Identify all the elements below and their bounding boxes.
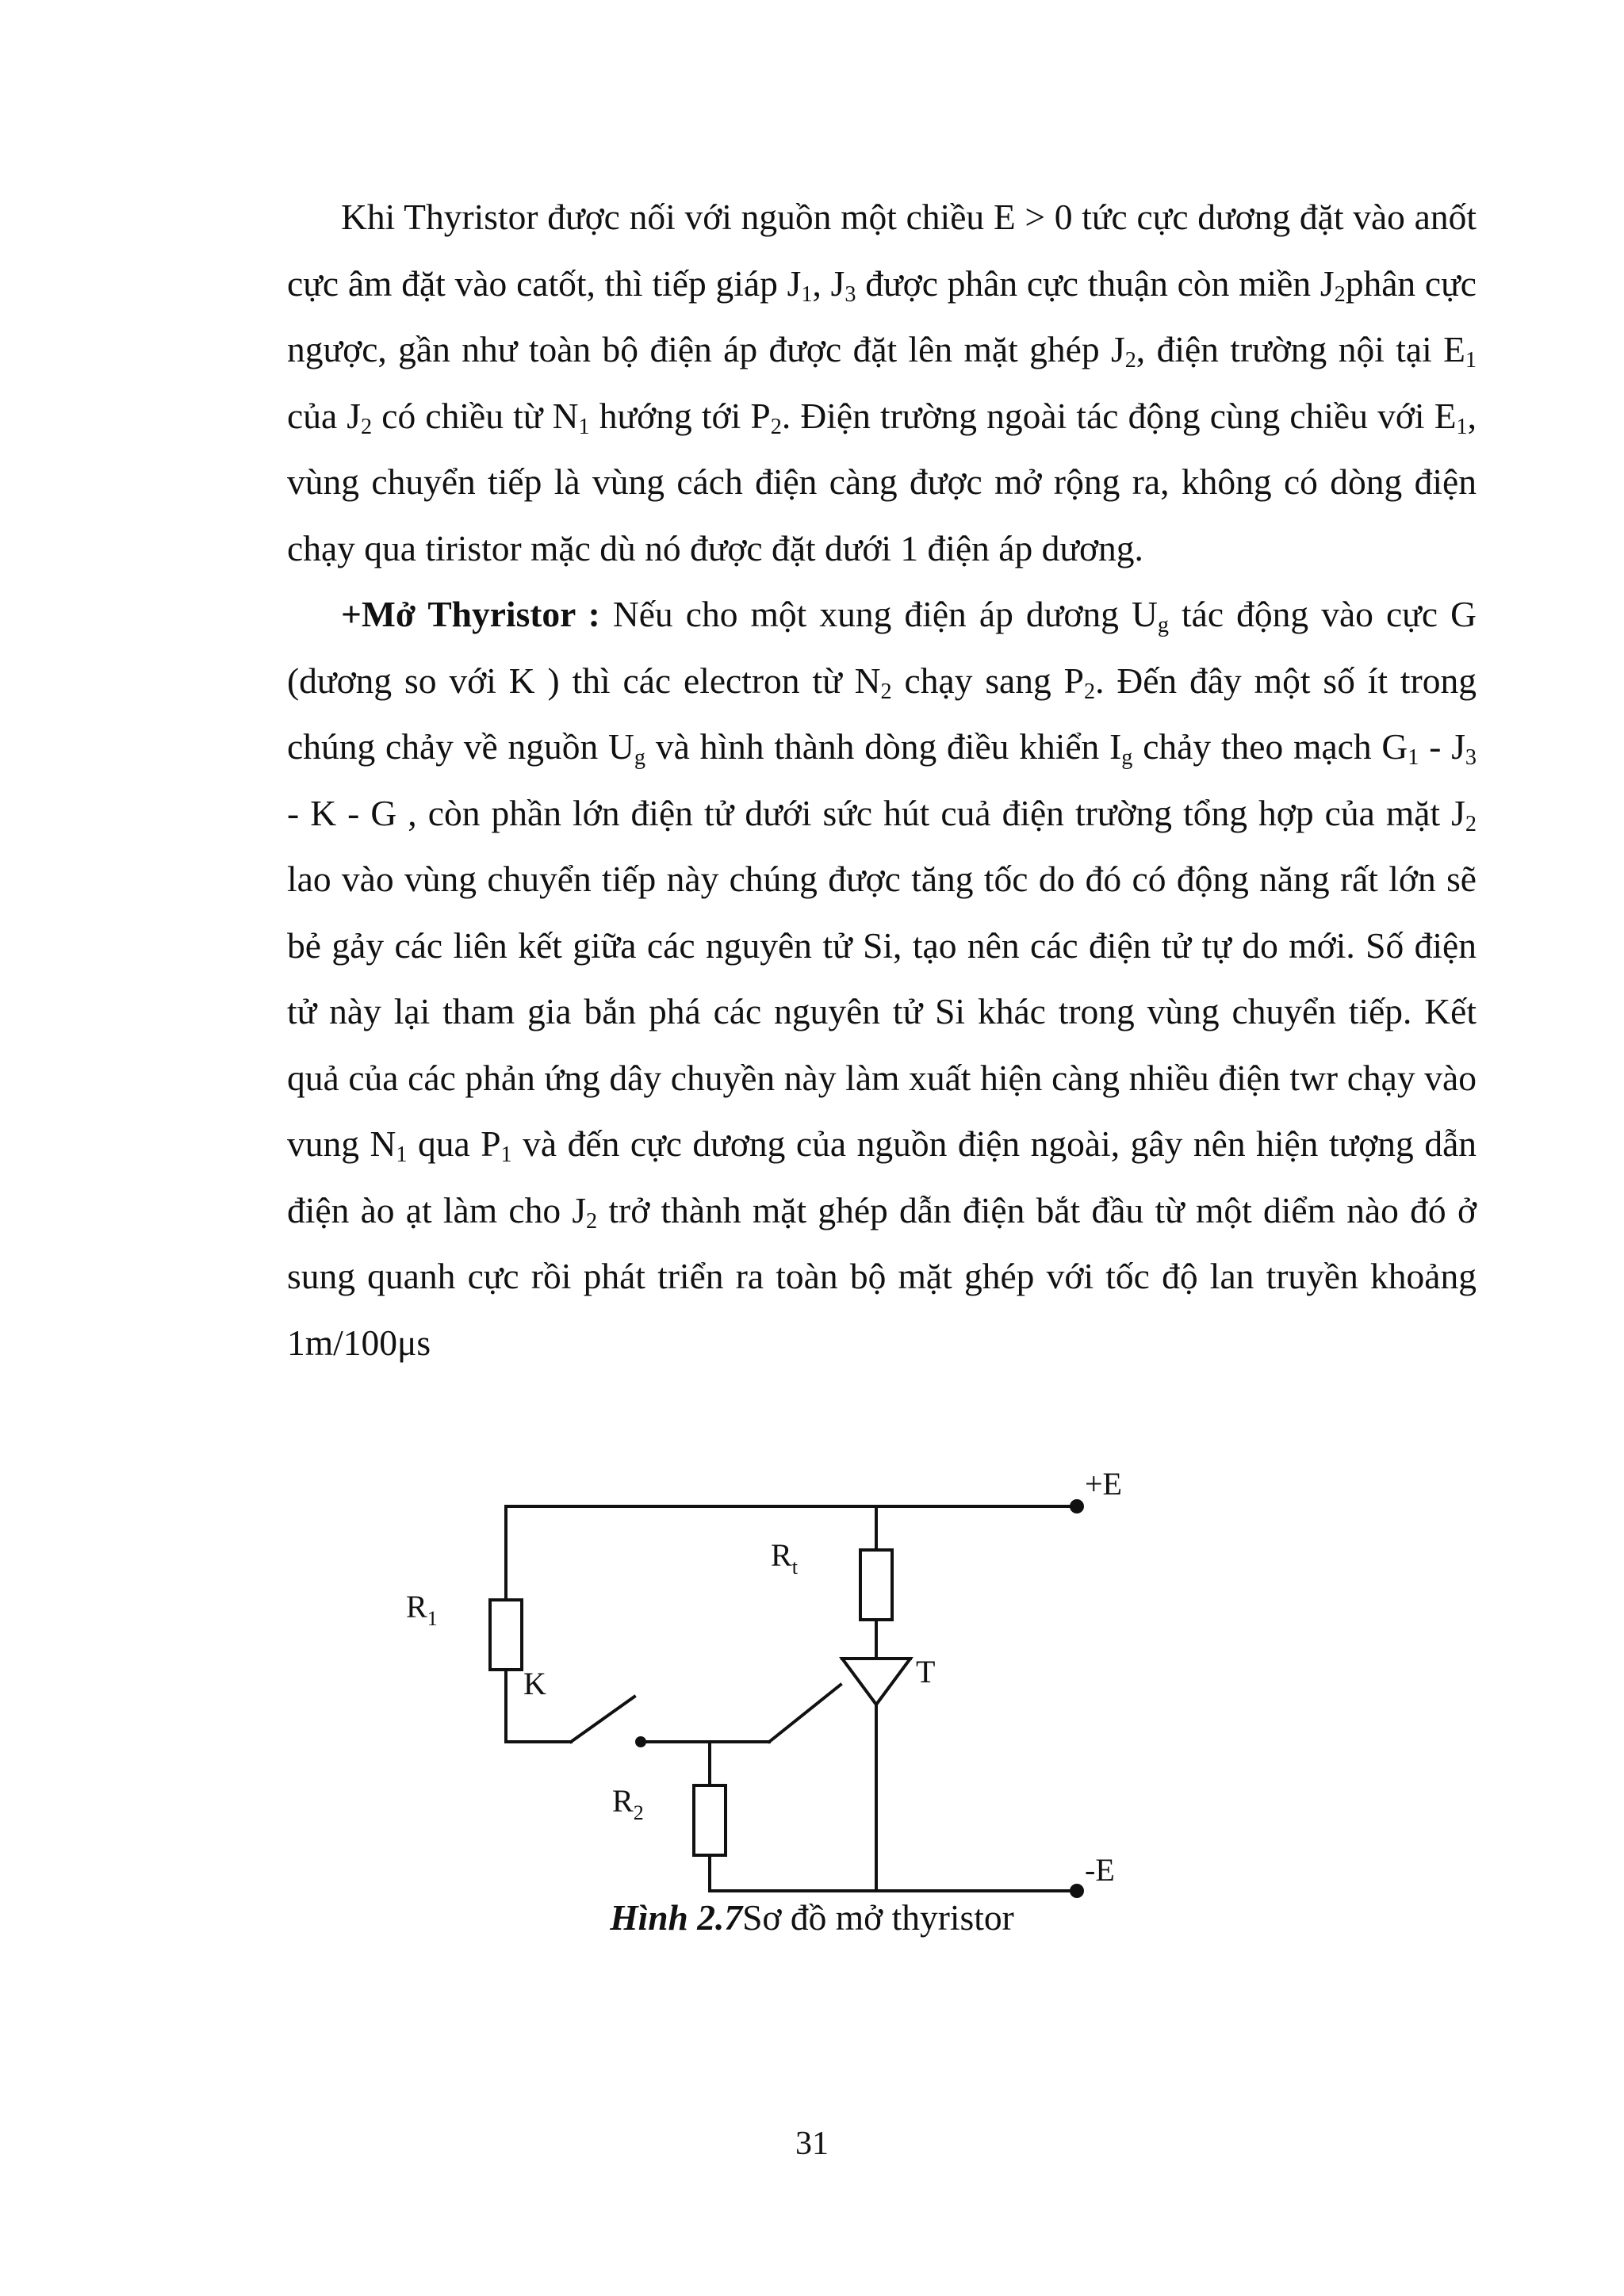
label-positive-e: +E <box>1085 1466 1122 1502</box>
section-heading: +Mở Thyristor : <box>341 594 600 634</box>
paragraph-thyristor-turn-on: +Mở Thyristor : Nếu cho một xung điện áp dương $U_g$ tác động vào cực G (dương so với K ) thì các electron từ $N_2$ chạy sang $P_2$. Đến đây một số ít trong chúng chảy về nguồn $U_g$ và hình thành dòng điều khiển $I_g$ chảy theo mạch $G_1 - J_3$ - K - G , còn phần lớn điện tử dưới sức hút cuả điện trường tổng hợp của mặt $J_2$ lao vào vùng chuyển tiếp này chúng được tăng tốc do đó có động năng rất lớn sẽ bẻ gảy các liên kết giữa các nguyên tử Si, tạo nên các điện tử tự do mới. Số điện tử này lại tham gia bắn phá các nguyên tử Si khác trong vùng chuyển tiếp. Kết quả của các phản ứng dây chuyền này làm xuất hiện càng nhiều điện twr chạy vào vung $N_1$ qua $P_1$ và đến cực dương của nguồn điện ngoài, gây nên hiện tượng dẫn điện ào ạt làm cho $J_2$ trở thành mặt ghép dẫn điện bắt đầu từ một diểm nào đó ở sung quanh cực rồi phát triển ra toàn bộ mặt ghép với tốc độ lan truyền khoảng 1m/100μs <box>287 594 1477 1363</box>
thyristor-t-symbol <box>842 1659 910 1705</box>
figure-caption <box>0 1896 1624 1938</box>
switch-contact-dot <box>635 1736 646 1747</box>
figure-title: Sơ đồ mở thyristor <box>742 1897 1014 1938</box>
resistor-r2 <box>694 1785 726 1855</box>
label-r1: $R_1$ <box>406 1589 438 1630</box>
figure-number: Hình 2.7 <box>610 1897 743 1938</box>
label-rt: $R_t$ <box>771 1537 798 1578</box>
label-k: K <box>523 1666 546 1701</box>
paragraph-thyristor-forward-bias: Khi Thyristor được nối với nguồn một chiều E > 0 tức cực dương đặt vào anốt cực âm đặt vào catốt, thì tiếp giáp $J_1$, $J_3$ được phân cực thuận còn miền $J_2phân$ cực ngược, gần như toàn bộ điện áp được đặt lên mặt ghép $J_2$, điện trường nội tại $E_1$ của $J_2$ có chiều từ $N_1$ hướng tới $P_2$. Điện trường ngoài tác động cùng chiều với $E_1$, vùng chuyển tiếp là vùng cách điện càng được mở rộng ra, không có dòng điện chạy qua tiristor mặc dù nó được đặt dưới 1 điện áp dương. <box>287 197 1477 568</box>
label-negative-e: -E <box>1085 1852 1115 1888</box>
switch-k-blade <box>571 1697 634 1742</box>
page-number: 31 <box>795 2126 829 2162</box>
label-t: T <box>916 1654 936 1689</box>
resistor-rt <box>860 1550 892 1620</box>
label-r2: $R_2$ <box>612 1783 644 1824</box>
positive-terminal-dot <box>1070 1499 1084 1513</box>
gate-lead <box>769 1685 841 1742</box>
resistor-r1 <box>490 1600 522 1670</box>
